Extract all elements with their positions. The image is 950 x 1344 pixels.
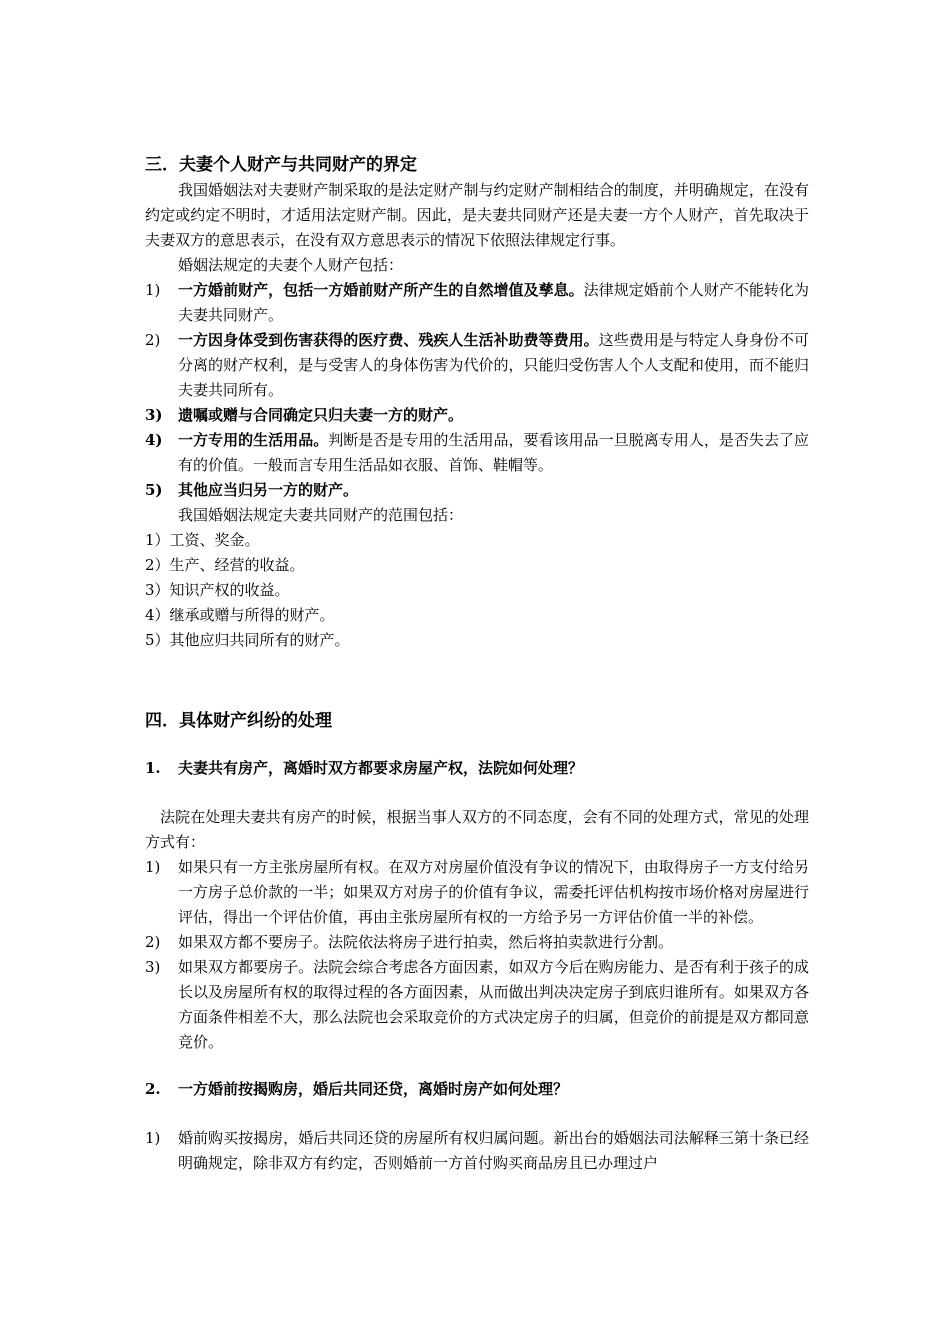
list-item-text: 判断是否是专用的生活用品，要看该用品一旦脱离专用人，是否失去了应有的价值。一般而言专用生活品如衣服、首饰、鞋帽等。 (178, 431, 809, 474)
list-item: 2）生产、经营的收益。 (145, 556, 305, 574)
list-item-bold: 遗嘱或赠与合同确定只归夫妻一方的财产。 (178, 406, 464, 424)
list-item (145, 278, 809, 328)
list-item: 4）继承或赠与所得的财产。 (145, 606, 335, 624)
list-item-text: 这些费用是与特定人身身份不可分离的财产权利，是与受害人的身体伤害为代价的，只能归受伤害人个人支配和使用，而不能归夫妻共同所有。 (178, 331, 809, 399)
list-item: 1）工资、奖金。 (145, 531, 260, 549)
list-number: 1) (145, 281, 161, 299)
common-property-list (145, 528, 809, 653)
list-item: 5）其他应归共同所有的财产。 (145, 631, 350, 649)
section-3-intro: 我国婚姻法对夫妻财产制采取的是法定财产制与约定财产制相结合的制度，并明确规定，在没有约定或约定不明时，才适用法定财产制。因此，是夫妻共同财产还是夫妻一方个人财产，首先取决于夫妻双方的意思表示，在没有双方意思表示的情况下依照法律规定行事。 (145, 181, 809, 249)
question-title: 一方婚前按揭购房，婚后共同还贷，离婚时房产如何处理？ (178, 1080, 569, 1098)
list-number: 4) (145, 431, 163, 449)
personal-property-lead: 婚姻法规定的夫妻个人财产包括： (178, 256, 404, 274)
question-heading-1 (145, 756, 809, 781)
list-item (145, 478, 809, 503)
common-property-lead: 我国婚姻法规定夫妻共同财产的范围包括： (178, 506, 464, 524)
document-body (145, 150, 809, 1176)
question-1-intro: 法院在处理夫妻共有房产的时候，根据当事人双方的不同态度，会有不同的处理方式，常见的处理方式有： (145, 808, 809, 851)
section-heading-3: 三．夫妻个人财产与共同财产的界定 (145, 155, 417, 175)
question-number: 1. (145, 759, 161, 777)
question-title: 夫妻共有房产，离婚时双方都要求房屋产权，法院如何处理？ (178, 759, 584, 777)
list-item-text: 如果只有一方主张房屋所有权。在双方对房屋价值没有争议的情况下，由取得房子一方支付给另一方房子总价款的一半；如果双方对房子的价值有争议，需委托评估机构按市场价格对房屋进行评估，得出一个评估价值，再由主张房屋所有权的一方给予另一方评估价值一半的补偿。 (178, 858, 809, 926)
list-item-bold: 一方专用的生活用品。 (178, 431, 329, 449)
list-item (145, 855, 809, 930)
section-heading-4: 四．具体财产纠纷的处理 (145, 711, 332, 731)
question-number: 2. (145, 1080, 161, 1098)
list-item (145, 428, 809, 478)
list-item-bold: 其他应当归另一方的财产。 (178, 481, 359, 499)
list-item-text: 法律规定婚前个人财产不能转化为夫妻共同财产。 (178, 281, 809, 324)
question-1-list (145, 855, 809, 1055)
list-item (145, 1126, 809, 1176)
question-2-list (145, 1126, 809, 1176)
list-number: 2) (145, 933, 161, 951)
personal-property-list (145, 278, 809, 503)
list-item (145, 930, 809, 955)
list-item (145, 328, 809, 403)
list-number: 1) (145, 858, 161, 876)
list-item-text: 婚前购买按揭房，婚后共同还贷的房屋所有权归属问题。新出台的婚姻法司法解释三第十条已经明确规定，除非双方有约定，否则婚前一方首付购买商品房且已办理过户 (178, 1129, 809, 1172)
list-item (145, 403, 809, 428)
list-item (145, 955, 809, 1055)
list-item-text: 如果双方都要房子。法院会综合考虑各方面因素，如双方今后在购房能力、是否有利于孩子的成长以及房屋所有权的取得过程的各方面因素，从而做出判决决定房子到底归谁所有。如果双方各方面条件相差不大，那么法院也会采取竞价的方式决定房子的归属，但竞价的前提是双方都同意竞价。 (178, 958, 809, 1051)
list-item-bold: 一方因身体受到伤害获得的医疗费、残疾人生活补助费等费用。 (178, 331, 599, 349)
list-number: 1) (145, 1129, 161, 1147)
list-number: 3) (145, 958, 161, 976)
list-number: 3) (145, 406, 163, 424)
list-item-bold: 一方婚前财产，包括一方婚前财产所产生的自然增值及孳息。 (178, 281, 584, 299)
list-item: 3）知识产权的收益。 (145, 581, 290, 599)
list-number: 5) (145, 481, 163, 499)
list-number: 2) (145, 331, 161, 349)
question-heading-2 (145, 1077, 809, 1102)
list-item-text: 如果双方都不要房子。法院依法将房子进行拍卖，然后将拍卖款进行分割。 (178, 933, 674, 951)
